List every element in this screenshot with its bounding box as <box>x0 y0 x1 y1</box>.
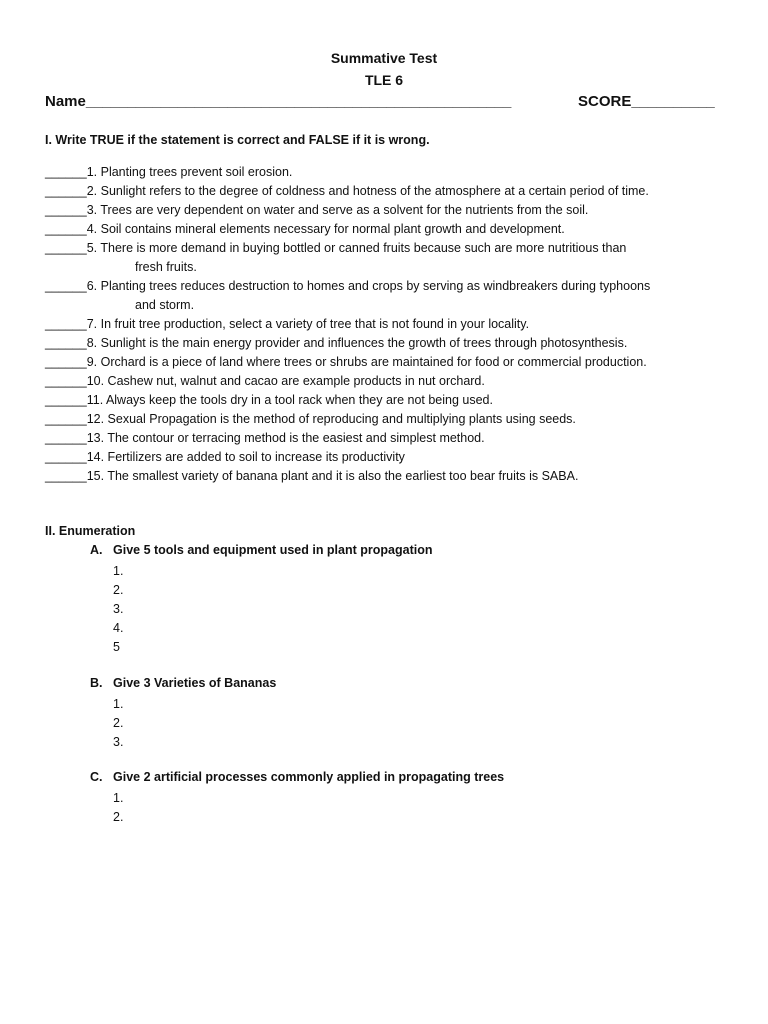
statement-item <box>45 410 735 429</box>
name-field: Name___________________________________________________ <box>45 93 512 110</box>
enumeration-a-list <box>113 562 123 657</box>
statement-text: ______2. Sunlight refers to the degree of coldness and hotness of the atmosphere at a certain period of time. <box>45 184 649 198</box>
section1-heading: I. Write TRUE if the statement is correct and FALSE if it is wrong. <box>45 133 430 147</box>
statement-item <box>45 391 735 410</box>
statement-text: ______6. Planting trees reduces destruction to homes and crops by serving as windbreakers during typhoons <box>45 279 651 293</box>
statement-text: ______12. Sexual Propagation is the method of reproducing and multiplying plants using seeds. <box>45 412 576 426</box>
enumeration-a-heading <box>90 543 432 557</box>
name-score-row <box>45 93 725 110</box>
true-false-list <box>45 163 735 486</box>
answer-number: 1. <box>113 791 124 805</box>
statement-item <box>45 353 735 372</box>
answer-number: 2. <box>113 810 124 824</box>
statement-item <box>45 201 735 220</box>
enumeration-b-heading <box>90 676 276 690</box>
statement-text: ______11. Always keep the tools dry in a tool rack when they are not being used. <box>45 393 493 407</box>
score-field: SCORE__________ <box>578 93 715 110</box>
section2-heading: II. Enumeration <box>45 524 136 538</box>
statement-item <box>45 220 735 239</box>
statement-item <box>45 315 735 334</box>
statement-text: ______5. There is more demand in buying bottled or canned fruits because such are more nutritious than <box>45 241 627 255</box>
enumeration-b-text: Give 3 Varieties of Bananas <box>113 676 277 690</box>
answer-number: 1. <box>113 697 124 711</box>
enumeration-c-list <box>113 789 123 827</box>
statement-item <box>45 277 735 315</box>
answer-number: 2. <box>113 583 124 597</box>
answer-number: 3. <box>113 735 124 749</box>
statement-text: ______13. The contour or terracing method is the easiest and simplest method. <box>45 431 485 445</box>
enumeration-b-letter: B. <box>90 676 103 690</box>
statement-text: ______10. Cashew nut, walnut and cacao are example products in nut orchard. <box>45 374 485 388</box>
enumeration-c-text: Give 2 artificial processes commonly applied in propagating trees <box>113 770 505 784</box>
test-title: Summative Test <box>330 50 438 66</box>
statement-continuation: and storm. <box>135 298 195 312</box>
enumeration-b-list <box>113 695 123 752</box>
statement-text: ______4. Soil contains mineral elements necessary for normal plant growth and development. <box>45 222 565 236</box>
answer-number: 3. <box>113 602 124 616</box>
statement-text: ______1. Planting trees prevent soil erosion. <box>45 165 293 179</box>
enumeration-a-text: Give 5 tools and equipment used in plant propagation <box>113 543 433 557</box>
statement-item <box>45 448 735 467</box>
statement-text: ______8. Sunlight is the main energy provider and influences the growth of trees through photosynthesis. <box>45 336 628 350</box>
answer-number: 1. <box>113 564 124 578</box>
statement-text: ______3. Trees are very dependent on water and serve as a solvent for the nutrients from the soil. <box>45 203 589 217</box>
enumeration-c-heading <box>90 770 504 784</box>
enumeration-c-letter: C. <box>90 770 103 784</box>
statement-item <box>45 163 735 182</box>
statement-item <box>45 467 735 486</box>
answer-number: 2. <box>113 716 124 730</box>
answer-number: 4. <box>113 621 124 635</box>
statement-text: ______14. Fertilizers are added to soil to increase its productivity <box>45 450 405 464</box>
answer-number: 5 <box>113 640 120 654</box>
statement-continuation: fresh fruits. <box>135 260 197 274</box>
statement-item <box>45 239 735 277</box>
enumeration-a-letter: A. <box>90 543 103 557</box>
statement-item <box>45 182 735 201</box>
statement-text: ______15. The smallest variety of banana plant and it is also the earliest too bear fruits is SABA. <box>45 469 579 483</box>
statement-item <box>45 429 735 448</box>
statement-text: ______9. Orchard is a piece of land where trees or shrubs are maintained for food or commercial production. <box>45 355 647 369</box>
subject-title: TLE 6 <box>364 72 404 88</box>
statement-text: ______7. In fruit tree production, select a variety of tree that is not found in your locality. <box>45 317 530 331</box>
statement-item <box>45 372 735 391</box>
statement-item <box>45 334 735 353</box>
